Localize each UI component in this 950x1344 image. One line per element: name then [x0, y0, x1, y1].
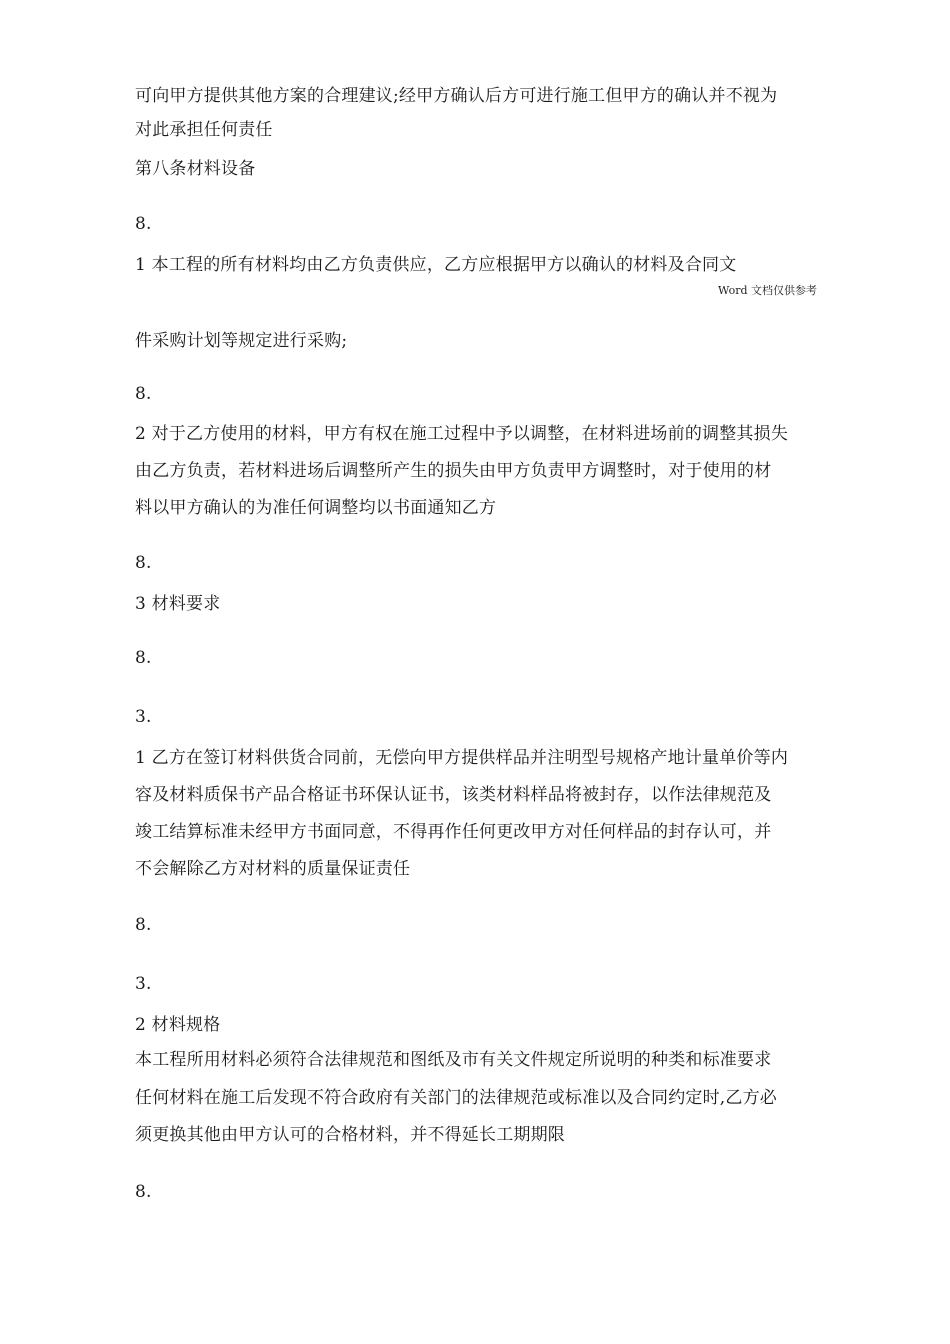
body-text-line: 2 对于乙方使用的材料，甲方有权在施工过程中予以调整，在材料进场前的调整其损失: [135, 424, 789, 444]
clause-number: 8.: [135, 553, 152, 573]
body-text-line: 任何材料在施工后发现不符合政府有关部门的法律规范或标准以及合同约定时,乙方必: [135, 1088, 778, 1108]
clause-number: 8.: [135, 214, 152, 234]
body-text-line: 容及材料质保书产品合格证书环保认证书，该类材料样品将被封存，以作法律规范及: [135, 785, 772, 805]
clause-title: 2 材料规格: [135, 1015, 221, 1035]
body-text-line: 1 本工程的所有材料均由乙方负责供应，乙方应根据甲方以确认的材料及合同文: [135, 255, 737, 275]
body-text-line: 本工程所用材料必须符合法律规范和图纸及市有关文件规定所说明的种类和标准要求: [135, 1050, 772, 1070]
body-text-line: 料以甲方确认的为准任何调整均以书面通知乙方: [135, 498, 497, 518]
body-text-line: 1 乙方在签订材料供货合同前，无偿向甲方提供样品并注明型号规格产地计量单价等内: [135, 748, 789, 768]
body-text-line: 竣工结算标准未经甲方书面同意，不得再作任何更改甲方对任何样品的封存认可，并: [135, 822, 772, 842]
reference-note: Word 文档仅供参考: [718, 284, 817, 297]
clause-number: 8.: [135, 915, 152, 935]
clause-number: 3.: [135, 707, 152, 727]
body-text-line: 件采购计划等规定进行采购;: [135, 331, 348, 351]
body-text-line: 须更换其他由甲方认可的合格材料，并不得延长工期期限: [135, 1125, 565, 1145]
body-text-line: 对此承担任何责任: [135, 120, 273, 140]
body-text-line: 由乙方负责，若材料进场后调整所产生的损失由甲方负责甲方调整时，对于使用的材: [135, 461, 772, 481]
clause-number: 8.: [135, 384, 152, 404]
clause-number: 3.: [135, 974, 152, 994]
body-text-line: 可向甲方提供其他方案的合理建议;经甲方确认后方可进行施工但甲方的确认并不视为: [135, 86, 778, 106]
clause-title: 3 材料要求: [135, 594, 221, 614]
section-heading: 第八条材料设备: [135, 159, 256, 179]
body-text-line: 不会解除乙方对材料的质量保证责任: [135, 859, 411, 879]
clause-number: 8.: [135, 1182, 152, 1202]
clause-number: 8.: [135, 648, 152, 668]
